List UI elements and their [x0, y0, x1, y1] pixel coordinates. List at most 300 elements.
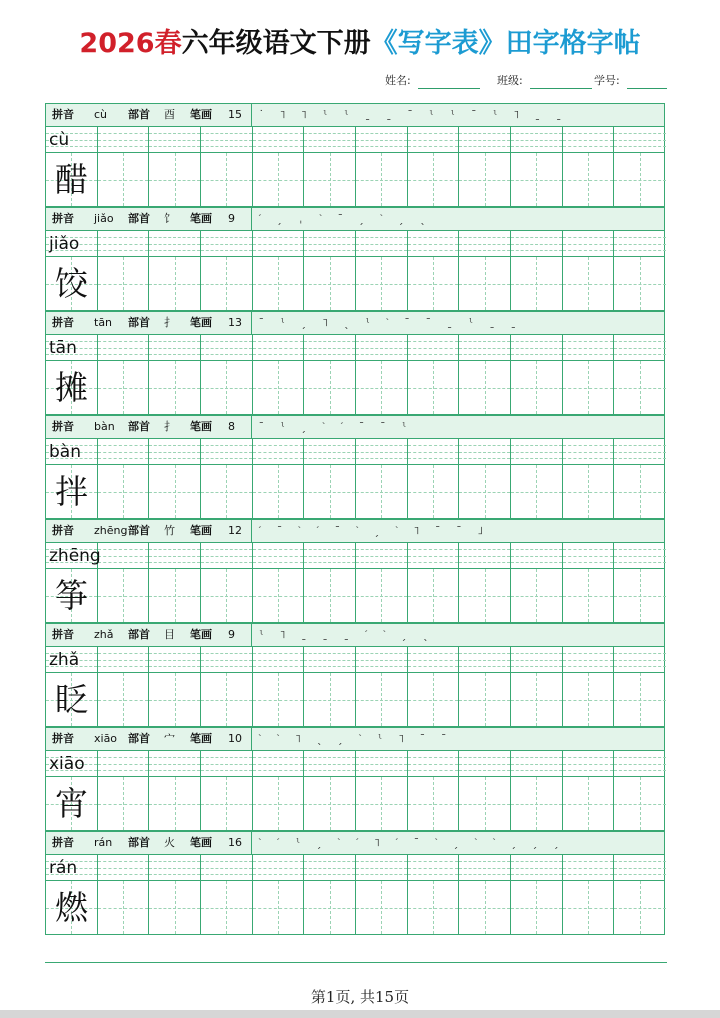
guide-line: [201, 908, 252, 909]
pinyin-writing-cell[interactable]: [511, 855, 563, 880]
guide-line: [408, 133, 459, 134]
pinyin-writing-cell[interactable]: [201, 751, 253, 776]
tianzige-cell[interactable]: [304, 881, 356, 934]
guide-line: [563, 556, 614, 557]
tianzige-cell[interactable]: [408, 569, 460, 622]
pinyin-writing-cell[interactable]: [511, 543, 563, 568]
guide-line: [149, 861, 200, 862]
tianzige-cell[interactable]: [511, 465, 563, 518]
guide-line: [459, 492, 510, 493]
guide-line: [304, 146, 355, 147]
tianzige-cell[interactable]: [253, 881, 305, 934]
tianzige-cell[interactable]: [149, 569, 201, 622]
guide-line: [408, 757, 459, 758]
guide-line: [356, 804, 407, 805]
tianzige-cell[interactable]: [253, 257, 305, 310]
guide-line: [253, 666, 304, 667]
guide-line: [459, 133, 510, 134]
pinyin-writing-cell[interactable]: [563, 647, 615, 672]
tianzige-cell[interactable]: [356, 257, 408, 310]
tianzige-cell[interactable]: [408, 153, 460, 206]
pinyin-writing-cell[interactable]: [511, 127, 563, 152]
number-field-line[interactable]: [627, 88, 667, 89]
pinyin-writing-row: [45, 647, 665, 673]
tianzige-cell[interactable]: [253, 569, 305, 622]
guide-line: [511, 562, 562, 563]
tianzige-cell[interactable]: [459, 465, 511, 518]
guide-line: [98, 660, 149, 661]
tianzige-cell[interactable]: [98, 777, 150, 830]
tianzige-cell[interactable]: [98, 569, 150, 622]
tianzige-cell[interactable]: [408, 465, 460, 518]
tianzige-cell[interactable]: [614, 257, 666, 310]
pinyin-writing-cell[interactable]: [511, 335, 563, 360]
guide-line: [408, 861, 459, 862]
guide-line: [304, 700, 355, 701]
pinyin-label: 拼音: [52, 732, 74, 745]
tianzige-cell[interactable]: [511, 569, 563, 622]
guide-line: [149, 452, 200, 453]
tianzige-cell[interactable]: [511, 361, 563, 414]
tianzige-cell[interactable]: [201, 153, 253, 206]
tianzige-cell[interactable]: [253, 361, 305, 414]
tianzige-cell[interactable]: [304, 569, 356, 622]
tianzige-cell[interactable]: [408, 257, 460, 310]
tianzige-cell[interactable]: [149, 465, 201, 518]
pinyin-writing-cell[interactable]: [563, 751, 615, 776]
char-block: [45, 519, 667, 623]
pinyin-writing-cell[interactable]: [98, 335, 150, 360]
pinyin-writing-cell[interactable]: [98, 543, 150, 568]
tianzige-cell[interactable]: [459, 361, 511, 414]
tianzige-cell[interactable]: [356, 881, 408, 934]
guide-line: [98, 354, 149, 355]
title-name: 写字表: [397, 28, 479, 59]
pinyin-writing-cell[interactable]: [356, 543, 408, 568]
pinyin-writing-cell[interactable]: [614, 543, 666, 568]
pinyin-writing-cell[interactable]: [98, 231, 150, 256]
tianzige-cell[interactable]: [304, 465, 356, 518]
pinyin-writing-cell[interactable]: [614, 231, 666, 256]
guide-line: [563, 458, 614, 459]
pinyin-writing-cell[interactable]: [614, 751, 666, 776]
guide-line: [614, 133, 666, 134]
pinyin-writing-cell[interactable]: [149, 335, 201, 360]
pinyin-writing-cell[interactable]: [304, 439, 356, 464]
pinyin-writing-cell[interactable]: [253, 855, 305, 880]
tianzige-cell[interactable]: [98, 153, 150, 206]
radical-value: 目: [164, 628, 175, 641]
guide-line: [149, 804, 200, 805]
guide-line: [459, 770, 510, 771]
tianzige-cell[interactable]: [253, 153, 305, 206]
guide-line: [356, 666, 407, 667]
guide-line: [408, 244, 459, 245]
pinyin-writing-cell[interactable]: [408, 855, 460, 880]
guide-line: [614, 562, 666, 563]
tianzige-cell[interactable]: [149, 881, 201, 934]
tianzige-row: [45, 465, 665, 519]
guide-line: [511, 757, 562, 758]
tianzige-cell[interactable]: [614, 361, 666, 414]
pinyin-writing-cell[interactable]: [201, 439, 253, 464]
char-meta: [46, 104, 252, 126]
pinyin-writing-cell[interactable]: [408, 335, 460, 360]
tianzige-cell[interactable]: [201, 673, 253, 726]
pinyin-writing-cell[interactable]: [614, 439, 666, 464]
pinyin-writing-cell[interactable]: [459, 751, 511, 776]
guide-line: [563, 146, 614, 147]
guide-line: [149, 666, 200, 667]
class-field-line[interactable]: [530, 88, 592, 89]
pinyin-writing-cell[interactable]: [459, 127, 511, 152]
guide-line: [304, 445, 355, 446]
guide-line: [253, 237, 304, 238]
pinyin-writing-cell[interactable]: [253, 127, 305, 152]
pinyin-writing-cell[interactable]: [459, 335, 511, 360]
tianzige-cell[interactable]: [149, 777, 201, 830]
pinyin-writing-cell[interactable]: [98, 439, 150, 464]
tianzige-cell[interactable]: [563, 153, 615, 206]
pinyin-writing-cell[interactable]: [511, 231, 563, 256]
pinyin-writing-cell[interactable]: [304, 751, 356, 776]
tianzige-cell[interactable]: [98, 361, 150, 414]
pinyin-writing-cell[interactable]: [511, 751, 563, 776]
tianzige-cell[interactable]: [98, 257, 150, 310]
guide-line: [304, 133, 355, 134]
pinyin-writing-cell[interactable]: [98, 127, 150, 152]
pinyin-writing-cell[interactable]: [149, 439, 201, 464]
title-tail: 田字格字帖: [505, 28, 641, 59]
tianzige-cell[interactable]: [408, 673, 460, 726]
pinyin-writing-cell[interactable]: [459, 855, 511, 880]
pinyin-writing-cell[interactable]: [511, 439, 563, 464]
pinyin-writing-cell[interactable]: [408, 231, 460, 256]
tianzige-cell[interactable]: [511, 673, 563, 726]
strokes-value: 9: [228, 628, 235, 641]
tianzige-cell[interactable]: [511, 881, 563, 934]
tianzige-cell[interactable]: [563, 881, 615, 934]
guide-line: [356, 868, 407, 869]
pinyin-writing-cell[interactable]: [356, 127, 408, 152]
tianzige-cell[interactable]: [201, 881, 253, 934]
tianzige-cell[interactable]: [356, 361, 408, 414]
stroke-order: ˊ ˏ ˌ ˋ ˉ ˏ ˋ ˏ ˎ: [258, 212, 430, 225]
tianzige-cell[interactable]: [253, 673, 305, 726]
guide-line: [98, 653, 149, 654]
guide-line: [201, 700, 252, 701]
pinyin-writing-cell[interactable]: [201, 855, 253, 880]
tianzige-cell[interactable]: [408, 777, 460, 830]
tianzige-cell[interactable]: [614, 881, 666, 934]
stroke-order: ˊ ˉ ˋ ˊ ˉ ˋ ˏ ˋ ˥ ˉ ˉ ˩: [258, 524, 488, 537]
pinyin-writing-cell[interactable]: [253, 231, 305, 256]
tianzige-cell[interactable]: [459, 777, 511, 830]
strokes-label: 笔画: [190, 524, 212, 537]
pinyin-writing-cell[interactable]: [459, 439, 511, 464]
guide-line: [149, 874, 200, 875]
tianzige-cell[interactable]: [201, 361, 253, 414]
pinyin-writing-cell[interactable]: [149, 751, 201, 776]
guide-line: [356, 549, 407, 550]
guide-line: [511, 868, 562, 869]
tianzige-cell[interactable]: [563, 257, 615, 310]
guide-line: [614, 556, 666, 557]
strokes-value: 16: [228, 836, 242, 849]
pinyin-writing-cell[interactable]: [304, 231, 356, 256]
guide-line: [459, 861, 510, 862]
pinyin-writing-row: [45, 127, 665, 153]
tianzige-cell[interactable]: [563, 777, 615, 830]
guide-line: [563, 757, 614, 758]
pinyin-writing-cell[interactable]: [563, 439, 615, 464]
tianzige-cell[interactable]: [614, 777, 666, 830]
tianzige-cell[interactable]: [149, 153, 201, 206]
character-sample: 醋: [55, 160, 88, 199]
tianzige-row: [45, 569, 665, 623]
guide-line: [614, 458, 666, 459]
pinyin-writing-cell[interactable]: [459, 231, 511, 256]
guide-line: [563, 388, 614, 389]
pinyin-writing-cell[interactable]: [614, 855, 666, 880]
guide-line: [98, 562, 149, 563]
guide-line: [149, 770, 200, 771]
tianzige-cell[interactable]: [614, 673, 666, 726]
guide-line: [201, 237, 252, 238]
guide-line: [201, 244, 252, 245]
guide-line: [98, 868, 149, 869]
tianzige-cell[interactable]: [304, 153, 356, 206]
pinyin-writing-cell[interactable]: [408, 543, 460, 568]
pinyin-writing-cell[interactable]: [563, 335, 615, 360]
tianzige-cell[interactable]: [408, 881, 460, 934]
pinyin-label: 拼音: [52, 212, 74, 225]
tianzige-cell[interactable]: [459, 881, 511, 934]
pinyin-writing-cell[interactable]: [304, 647, 356, 672]
pinyin-writing-cell[interactable]: [563, 127, 615, 152]
pinyin-writing-cell[interactable]: [253, 647, 305, 672]
tianzige-cell[interactable]: [614, 569, 666, 622]
tianzige-cell[interactable]: [511, 153, 563, 206]
guide-line: [201, 388, 252, 389]
pinyin-writing-cell[interactable]: [149, 231, 201, 256]
pinyin-sample: zhēng: [49, 546, 101, 566]
tianzige-cell[interactable]: [563, 673, 615, 726]
guide-line: [304, 660, 355, 661]
pinyin-writing-cell[interactable]: [149, 543, 201, 568]
guide-line: [149, 868, 200, 869]
tianzige-cell[interactable]: [459, 153, 511, 206]
guide-line: [563, 341, 614, 342]
tianzige-cell[interactable]: [304, 673, 356, 726]
tianzige-cell[interactable]: [356, 153, 408, 206]
pinyin-writing-cell[interactable]: [356, 647, 408, 672]
pinyin-writing-cell[interactable]: [614, 647, 666, 672]
pinyin-writing-cell[interactable]: [304, 127, 356, 152]
pinyin-writing-cell[interactable]: [563, 231, 615, 256]
guide-line: [149, 700, 200, 701]
strokes-label: 笔画: [190, 316, 212, 329]
pinyin-writing-cell[interactable]: [98, 647, 150, 672]
pinyin-writing-cell[interactable]: [356, 439, 408, 464]
guide-line: [356, 770, 407, 771]
stroke-order: ˉ ˡ ˏ ˥ ˎ ˡ ˋ ˉ ˉ ˍ ˡ ˍ ˍ: [258, 316, 521, 329]
guide-line: [511, 180, 562, 181]
guide-line: [253, 804, 304, 805]
pinyin-writing-cell[interactable]: [304, 543, 356, 568]
pinyin-writing-cell[interactable]: [201, 647, 253, 672]
guide-line: [408, 354, 459, 355]
guide-line: [98, 770, 149, 771]
character-sample: 燃: [55, 888, 88, 927]
strokes-value: 10: [228, 732, 242, 745]
pinyin-writing-cell[interactable]: [201, 335, 253, 360]
pinyin-writing-cell[interactable]: [201, 231, 253, 256]
tianzige-cell[interactable]: [304, 361, 356, 414]
tianzige-cell[interactable]: [563, 465, 615, 518]
guide-line: [511, 556, 562, 557]
guide-line: [408, 700, 459, 701]
guide-line: [563, 908, 614, 909]
guide-line: [356, 764, 407, 765]
guide-line: [253, 861, 304, 862]
guide-line: [408, 549, 459, 550]
tianzige-cell[interactable]: [356, 673, 408, 726]
guide-line: [614, 180, 666, 181]
tianzige-cell[interactable]: [511, 777, 563, 830]
tianzige-cell[interactable]: [201, 257, 253, 310]
tianzige-cell[interactable]: [253, 777, 305, 830]
tianzige-cell[interactable]: [459, 257, 511, 310]
tianzige-cell[interactable]: [614, 153, 666, 206]
tianzige-cell[interactable]: [149, 257, 201, 310]
pinyin-writing-cell[interactable]: [98, 751, 150, 776]
name-field-line[interactable]: [418, 88, 480, 89]
guide-line: [304, 244, 355, 245]
pinyin-writing-row: [45, 335, 665, 361]
tianzige-cell[interactable]: [304, 777, 356, 830]
guide-line: [614, 388, 666, 389]
pinyin-writing-cell[interactable]: [614, 127, 666, 152]
tianzige-cell[interactable]: [149, 673, 201, 726]
tianzige-cell[interactable]: [459, 673, 511, 726]
tianzige-cell[interactable]: [511, 257, 563, 310]
tianzige-cell[interactable]: [563, 569, 615, 622]
guide-line: [614, 549, 666, 550]
pinyin-writing-cell[interactable]: [98, 855, 150, 880]
pinyin-writing-cell[interactable]: [511, 647, 563, 672]
guide-line: [98, 666, 149, 667]
pinyin-writing-cell[interactable]: [201, 543, 253, 568]
guide-line: [614, 908, 666, 909]
guide-line: [614, 666, 666, 667]
pinyin-writing-cell[interactable]: [563, 855, 615, 880]
char-meta: [46, 520, 252, 542]
pinyin-writing-cell[interactable]: [614, 335, 666, 360]
tianzige-cell[interactable]: [98, 465, 150, 518]
tianzige-cell[interactable]: [98, 881, 150, 934]
guide-line: [304, 757, 355, 758]
guide-line: [459, 452, 510, 453]
guide-line: [149, 908, 200, 909]
pinyin-writing-cell[interactable]: [304, 855, 356, 880]
guide-line: [614, 452, 666, 453]
guide-line: [563, 549, 614, 550]
char-block: [45, 207, 667, 311]
character-sample: 宵: [55, 784, 88, 823]
pinyin-writing-cell[interactable]: [253, 751, 305, 776]
tianzige-cell[interactable]: [356, 465, 408, 518]
tianzige-cell[interactable]: [459, 569, 511, 622]
tianzige-cell[interactable]: [98, 673, 150, 726]
pinyin-writing-cell[interactable]: [459, 647, 511, 672]
guide-line: [511, 874, 562, 875]
guide-line: [511, 666, 562, 667]
pinyin-writing-cell[interactable]: [253, 543, 305, 568]
tianzige-cell[interactable]: [408, 361, 460, 414]
guide-line: [253, 562, 304, 563]
tianzige-cell[interactable]: [356, 569, 408, 622]
pinyin-writing-cell[interactable]: [459, 543, 511, 568]
guide-line: [98, 133, 149, 134]
guide-line: [511, 549, 562, 550]
pinyin-writing-cell[interactable]: [408, 647, 460, 672]
guide-line: [149, 653, 200, 654]
guide-line: [563, 237, 614, 238]
pinyin-writing-cell[interactable]: [201, 127, 253, 152]
guide-line: [304, 388, 355, 389]
character-sample: 拌: [55, 472, 88, 511]
pinyin-writing-cell[interactable]: [253, 335, 305, 360]
guide-line: [98, 341, 149, 342]
pinyin-writing-cell[interactable]: [356, 335, 408, 360]
tianzige-cell[interactable]: [201, 777, 253, 830]
tianzige-cell[interactable]: [304, 257, 356, 310]
guide-line: [459, 284, 510, 285]
pinyin-writing-cell[interactable]: [408, 127, 460, 152]
radical-label: 部首: [128, 732, 150, 745]
tianzige-cell[interactable]: [356, 777, 408, 830]
pinyin-writing-cell[interactable]: [408, 439, 460, 464]
guide-line: [98, 549, 149, 550]
guide-line: [459, 388, 510, 389]
guide-line: [253, 653, 304, 654]
tianzige-cell[interactable]: [253, 465, 305, 518]
pinyin-writing-cell[interactable]: [253, 439, 305, 464]
pinyin-writing-cell[interactable]: [149, 127, 201, 152]
tianzige-cell[interactable]: [201, 465, 253, 518]
pinyin-writing-cell[interactable]: [149, 647, 201, 672]
guide-line: [614, 140, 666, 141]
pinyin-writing-cell[interactable]: [356, 751, 408, 776]
tianzige-cell[interactable]: [201, 569, 253, 622]
tianzige-cell[interactable]: [563, 361, 615, 414]
pinyin-writing-cell[interactable]: [304, 335, 356, 360]
pinyin-writing-cell[interactable]: [149, 855, 201, 880]
tianzige-cell[interactable]: [614, 465, 666, 518]
pinyin-writing-cell[interactable]: [356, 231, 408, 256]
pinyin-writing-cell[interactable]: [356, 855, 408, 880]
strokes-label: 笔画: [190, 108, 212, 121]
guide-line: [408, 284, 459, 285]
guide-line: [149, 596, 200, 597]
guide-line: [98, 874, 149, 875]
tianzige-cell[interactable]: [149, 361, 201, 414]
guide-line: [201, 341, 252, 342]
guide-line: [511, 445, 562, 446]
pinyin-writing-cell[interactable]: [563, 543, 615, 568]
pinyin-writing-cell[interactable]: [408, 751, 460, 776]
